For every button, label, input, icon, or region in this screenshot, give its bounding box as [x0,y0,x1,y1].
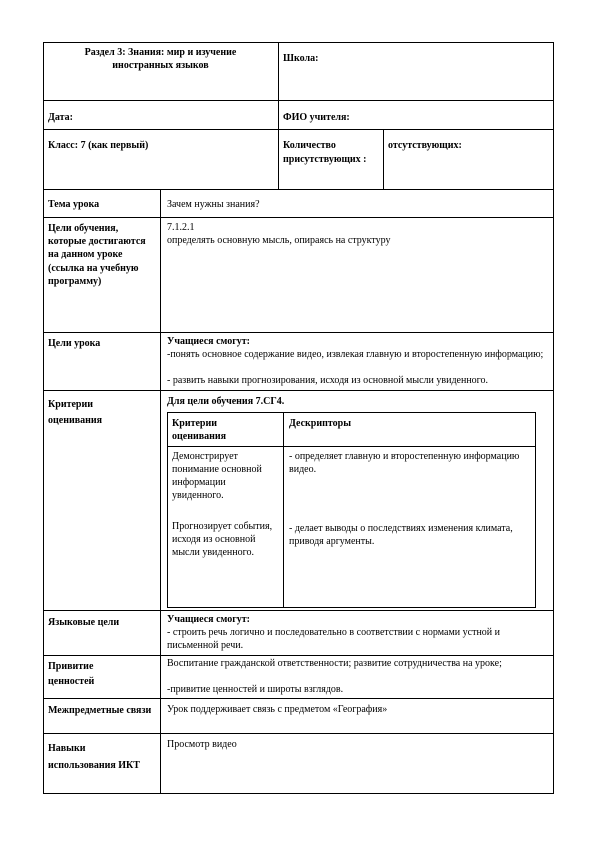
objective-text: определять основную мысль, опираясь на структуру [167,235,391,246]
learning-objectives-label: Цели обучения, которые достигаются на данном уроке (ссылка на учебную программу) [48,223,146,287]
criteria-col-header: Критерии оценивания [172,418,227,442]
assessment-label: Критерии оценивания [48,399,103,426]
row-divider [43,698,554,699]
date-label: Дата: [48,112,73,123]
criteria-col-divider [283,412,284,608]
language-goals-label: Языковые цели [48,617,120,628]
topic-label: Тема урока [48,199,100,210]
col-divider [160,189,161,794]
descriptors-col-header: Дескрипторы [289,418,351,429]
col-divider [383,129,384,189]
ict-label: Навыки использования ИКТ [48,743,140,771]
values-text: Воспитание гражданской ответственности; развитие сотрудничества на уроке; [167,658,502,669]
absent-count-label: отсутствующих: [388,140,462,151]
criteria-item: Демонстрирует понимание основной информации увиденного. [172,451,262,501]
cross-curricular-text: Урок поддерживает связь с предметом «География» [167,704,388,715]
school-label: Школа: [283,53,319,64]
lesson-goal-item: -понять основное содержание видео, извлекая главную и второстепенную информацию; [167,349,544,360]
row-divider [43,390,554,391]
row-divider [43,733,554,734]
ict-text: Просмотр видео [167,739,237,750]
criteria-item: Прогнозирует события, исходя из основной мысли увиденного. [172,521,273,558]
values-label: Привитие ценностей [48,661,95,687]
descriptor-item: - делает выводы о последствиях изменения климата, приводя аргументы. [289,523,513,547]
section-title: Раздел 3: Знания: мир и изучение иностранных языков [84,47,237,71]
assessment-heading: Для цели обучения 7.СГ4. [167,396,285,407]
row-divider [43,100,554,101]
objective-code: 7.1.2.1 [167,222,195,233]
lesson-goals-heading: Учащиеся смогут: [167,336,250,347]
cross-curricular-label: Межпредметные связи [48,705,152,716]
class-label: Класс: 7 (как первый) [48,140,149,151]
criteria-header-divider [167,446,536,447]
row-divider [43,129,554,130]
language-goals-heading: Учащиеся смогут: [167,614,250,625]
teacher-label: ФИО учителя: [283,112,350,123]
topic-value: Зачем нужны знания? [167,199,260,210]
values-text: -привитие ценностей и широты взглядов. [167,684,344,695]
row-divider [43,189,554,190]
col-divider [278,42,279,189]
row-divider [43,217,554,218]
lesson-goals-label: Цели урока [48,338,101,349]
descriptor-item: - определяет главную и второстепенную информацию видео. [289,451,520,475]
present-count-label: Количество присутствующих : [283,140,367,165]
row-divider [43,610,554,611]
lesson-goal-item: - развить навыки прогнозирования, исходя из основной мысли увиденного. [167,375,489,386]
row-divider [43,332,554,333]
language-goals-text: - строить речь логично и последовательно в соответствии с нормами устной и письменной речи. [167,627,501,651]
row-divider [43,655,554,656]
